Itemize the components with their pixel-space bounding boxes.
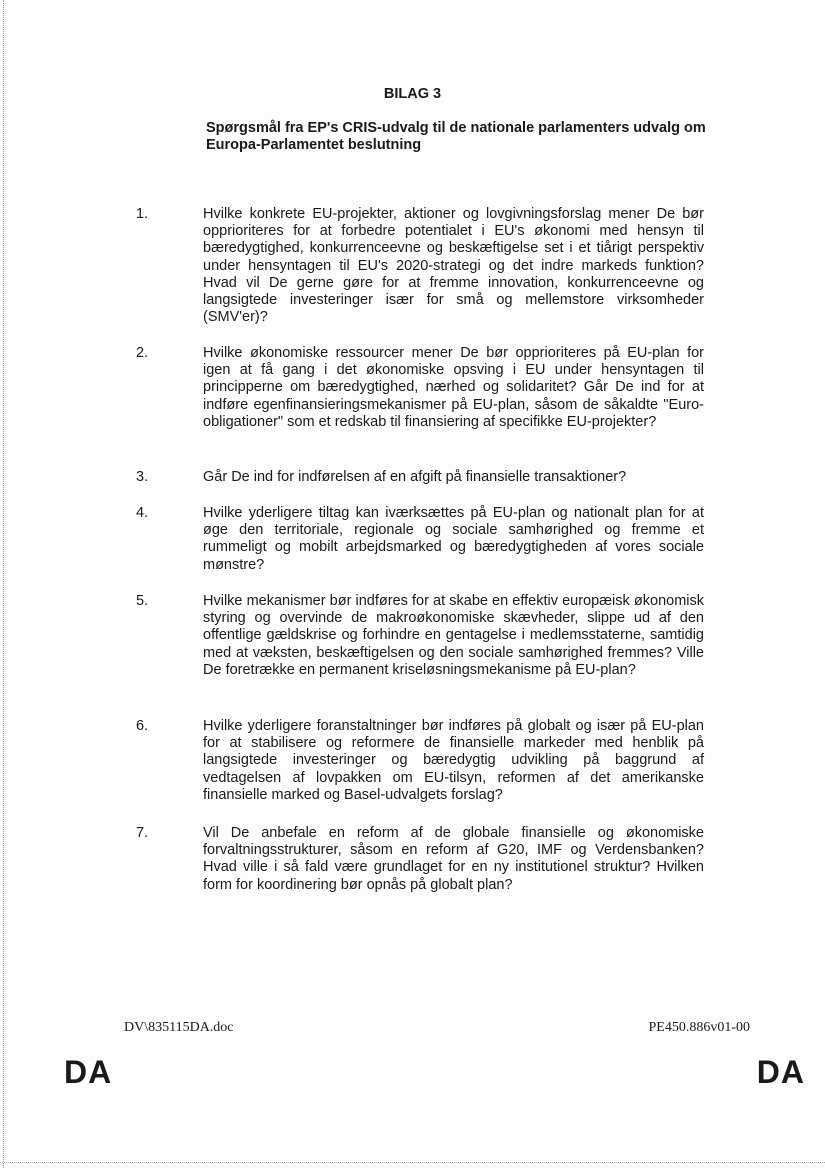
annex-label: BILAG 3: [383, 86, 442, 102]
language-code-right: DA: [756, 1054, 805, 1090]
question-text: Hvilke økonomiske ressourcer mener De bør opprioriteres på EU-plan for igen at få gang i det økonomiske opsving i EU under hensyntagen til principperne om bæredygtighed, nærhed og solidaritet? Går De ind for at indføre egenfinansieringsmekanismer på EU-plan, såsom de såkaldte "Euro-obligationer" som et redskab til finansiering af specifikke EU-projekter?: [203, 345, 704, 430]
question-text: Hvilke mekanismer bør indføres for at skabe en effektiv europæisk økonomisk styring og overvinde de makroøkonomiske skævheder, slippe ud af den offentlige gældskrise og forhindre en gentagelse i medlemsstaterne, samtidig med at væksten, beskæftigelsen og den sociale samhørighed fremmes? Ville De foretrække en permanent kriseløsningsmekanisme på EU-plan?: [203, 593, 704, 678]
question-text: Vil De anbefale en reform af de globale finansielle og økonomiske forvaltningsstrukturer, såsom en reform af G20, IMF og Verdensbanken? Hvad ville i så fald være grundlaget for en ny institutionel struktur? Hvilken form for koordinering bør opnås på globalt plan?: [203, 825, 704, 893]
question-text: Hvilke yderligere foranstaltninger bør indføres på globalt og især på EU-plan for at stabilisere og reformere de finansielle markeder med henblik på langsigtede investeringer og bæredygtig udvikling på baggrund af vedtagelsen af lovpakken om EU-tilsyn, reformen af det amerikanske finansielle marked og Basel-udvalgets forslag?: [203, 718, 704, 803]
page-bottom-line: [0, 1162, 825, 1163]
question-number: 6.: [136, 718, 149, 734]
question-number: 1.: [136, 206, 149, 222]
question-number: 2.: [136, 345, 149, 361]
document-heading: Spørgsmål fra EP's CRIS-udvalg til de nationale parlamenters udvalg om Europa-Parlamentet beslutning: [206, 120, 706, 153]
language-code-left: DA: [64, 1054, 113, 1090]
question-text: Hvilke yderligere tiltag kan iværksættes på EU-plan og nationalt plan for at øge den territoriale, regionale og sociale samhørighed og fremme et rummeligt og mobilt arbejdsmarked og bæredygtigheden af vores sociale mønstre?: [203, 505, 704, 573]
question-number: 5.: [136, 593, 149, 609]
question-number: 3.: [136, 469, 149, 485]
pe-reference: PE450.886v01-00: [648, 1020, 750, 1035]
question-number: 7.: [136, 825, 149, 841]
page-edge-line: [3, 0, 4, 1168]
question-number: 4.: [136, 505, 149, 521]
question-text: Går De ind for indførelsen af en afgift på finansielle transaktioner?: [203, 469, 627, 485]
document-reference: DV\835115DA.doc: [124, 1020, 234, 1035]
question-text: Hvilke konkrete EU-projekter, aktioner og lovgivningsforslag mener De bør opprioriteres for at forbedre potentialet i EU's økonomi med hensyn til bæredygtighed, konkurrenceevne og beskæftigelse set i et tiårigt perspektiv under hensyntagen til EU's 2020-strategi og det indre markeds funktion? Hvad vil De gerne gøre for at fremme innovation, konkurrenceevne og langsigtede investeringer især for små og mellemstore virksomheder (SMV'er)?: [203, 206, 704, 326]
